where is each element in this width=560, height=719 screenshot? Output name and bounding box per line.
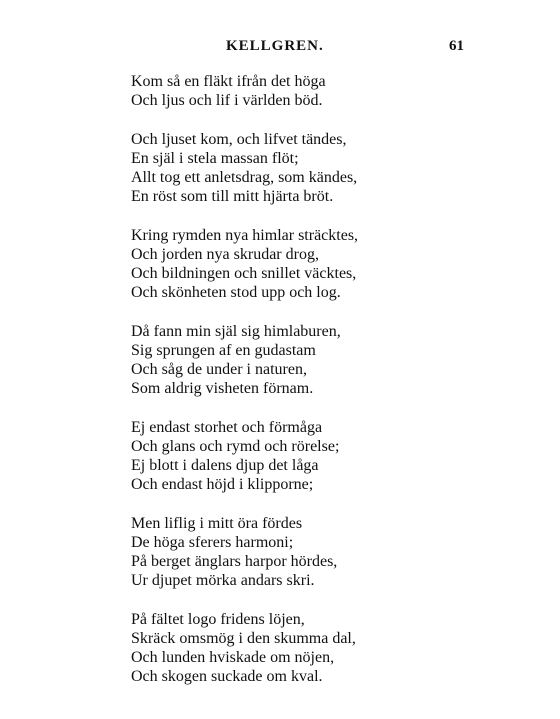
poem-line: Ej endast storhet och förmåga [131, 419, 323, 436]
poem-line: Och skogen suckade om kval. [131, 668, 323, 685]
stanza-7 [131, 610, 431, 686]
poem-line: Och ljuset kom, och lifvet tändes, [131, 131, 347, 148]
poem-line: På berget änglars harpor hördes, [131, 553, 338, 570]
poem-line: Och jorden nya skrudar drog, [131, 246, 319, 263]
stanza-6 [131, 514, 431, 590]
poem-line: Då fann min själ sig himlaburen, [131, 323, 341, 340]
poem-line: De höga sferers harmoni; [131, 534, 294, 551]
poem-line: Som aldrig visheten förnam. [131, 380, 314, 397]
page-number: 61 [449, 38, 464, 54]
poem-line: En själ i stela massan flöt; [131, 150, 299, 167]
running-head: KELLGREN. [226, 38, 324, 54]
poem-line: Ej blott i dalens djup det låga [131, 457, 319, 474]
poem-line: Men liflig i mitt öra fördes [131, 515, 303, 532]
watermark-fragment [360, 706, 440, 719]
stanza-2 [131, 130, 431, 206]
poem-line: Och glans och rymd och rörelse; [131, 438, 340, 455]
poem-line: Och ljus och lif i världen böd. [131, 92, 323, 109]
poem-line: Och bildningen och snillet väcktes, [131, 265, 357, 282]
poem-line: Och lunden hviskade om nöjen, [131, 649, 335, 666]
stanza-4 [131, 322, 431, 398]
stanza-1 [131, 72, 431, 110]
page-header [0, 38, 560, 58]
poem-line: Skräck omsmög i den skumma dal, [131, 630, 356, 647]
stanza-5 [131, 418, 431, 494]
poem-line: Och endast höjd i klipporne; [131, 476, 314, 493]
poem [131, 72, 431, 706]
poem-line: En röst som till mitt hjärta bröt. [131, 188, 334, 205]
poem-line: På fältet logo fridens löjen, [131, 611, 305, 628]
poem-line: Och såg de under i naturen, [131, 361, 307, 378]
poem-line: Sig sprungen af en gudastam [131, 342, 316, 359]
stanza-3 [131, 226, 431, 302]
poem-line: Ur djupet mörka andars skri. [131, 572, 315, 589]
poem-line: Och skönheten stod upp och log. [131, 284, 341, 301]
poem-line: Kring rymden nya himlar sträcktes, [131, 227, 359, 244]
poem-line: Kom så en fläkt ifrån det höga [131, 73, 326, 90]
poem-line: Allt tog ett anletsdrag, som kändes, [131, 169, 358, 186]
